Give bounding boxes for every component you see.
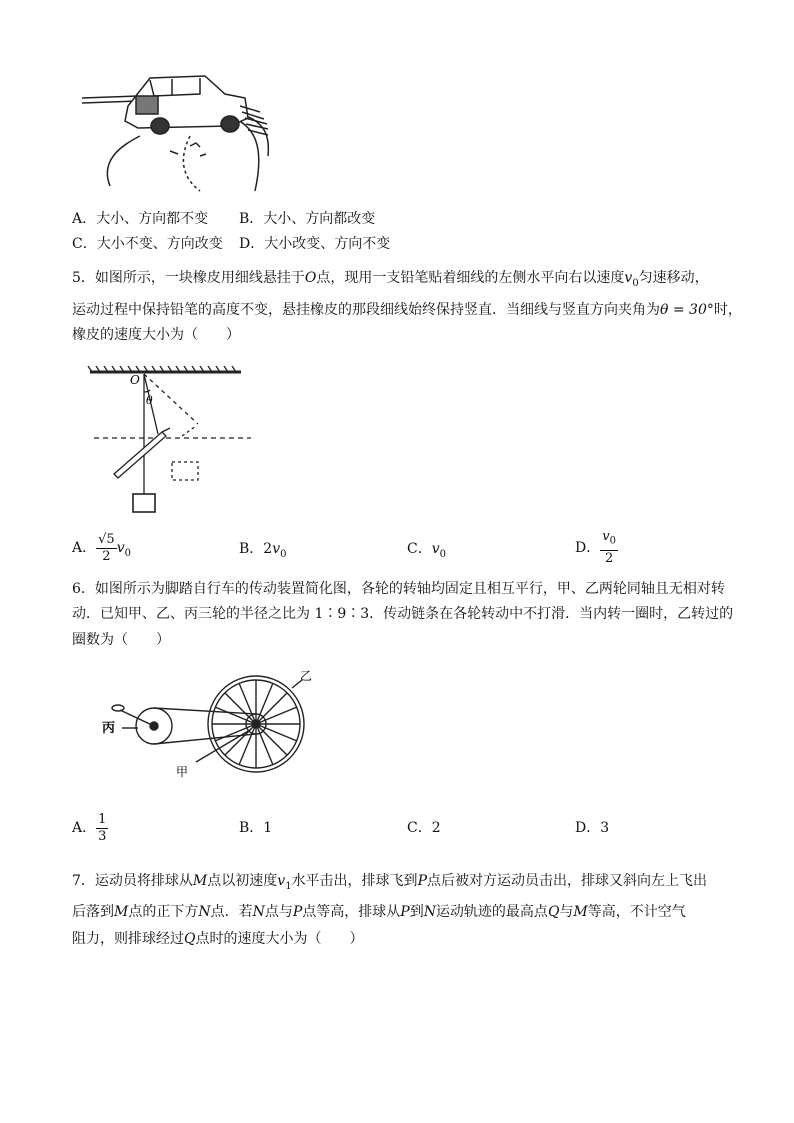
q5-option-d: D． $\frac{v_0}{2}$ (575, 529, 616, 566)
fig-label-jia: 甲 (176, 765, 189, 779)
q7-stem-line1: 7．运动员将排球从M点以初速度$v_1$水平击出，排球飞到P点后被对方运动员击出，排球又斜向左上飞出 (72, 873, 707, 892)
q4-option-a: A．大小、方向都不变 (72, 211, 209, 227)
pencil-string-figure (86, 362, 256, 514)
q6-stem-line3: 圈数为（ ） (72, 632, 170, 648)
q5-stem-line1: 5．如图所示，一块橡皮用细线悬挂于O点，现用一支铅笔贴着细线的左侧水平向右以速度$v_0$匀速移动， (72, 270, 709, 289)
q5-stem-line2: 运动过程中保持铅笔的高度不变，悬挂橡皮的那段细线始终保持竖直．当细线与竖直方向夹角为θ = 30°时， (72, 302, 742, 318)
q6-stem-line2: 动．已知甲、乙、丙三轮的半径之比为 1∶9∶3．传动链条在各轮转动中不打滑．当内转一圈时，乙转过的 (72, 606, 734, 622)
q4-option-d: D．大小改变、方向不变 (239, 236, 391, 252)
q6-option-c: C．2 (407, 820, 441, 836)
q6-option-a: A． $\frac{1}{3}$ (72, 811, 107, 844)
q7-stem-line3: 阻力，则排球经过Q点时的速度大小为（ ） (72, 931, 364, 947)
q5-stem-line3: 橡皮的速度大小为（ ） (72, 327, 240, 343)
q5-option-b: B．$2v_0$ (239, 541, 287, 560)
q4-option-b: B．大小、方向都改变 (239, 211, 376, 227)
q5-option-c: C．$v_0$ (407, 541, 447, 560)
q6-stem-line1: 6．如图所示为脚踏自行车的传动装置简化图，各轮的转轴均固定且相互平行，甲、乙两轮同轴且无相对转 (72, 581, 725, 597)
fig-label-o: O (130, 373, 140, 387)
q4-option-c: C．大小不变、方向改变 (72, 236, 223, 252)
fig-label-theta: θ (146, 394, 153, 407)
fig-label-bing: 丙 (102, 721, 116, 736)
bicycle-transmission-figure (100, 668, 320, 788)
car-figure (80, 66, 270, 196)
q5-option-a: A． $\frac{√5}{2}$ $v_0$ (72, 531, 131, 564)
q6-option-d: D．3 (575, 820, 610, 836)
fig-label-yi: 乙 (300, 669, 313, 683)
q7-stem-line2: 后落到M点的正下方N点．若N点与P点等高，排球从P到N运动轨迹的最高点Q与M等高，不计空气 (72, 904, 686, 920)
q6-option-b: B．1 (239, 820, 273, 836)
